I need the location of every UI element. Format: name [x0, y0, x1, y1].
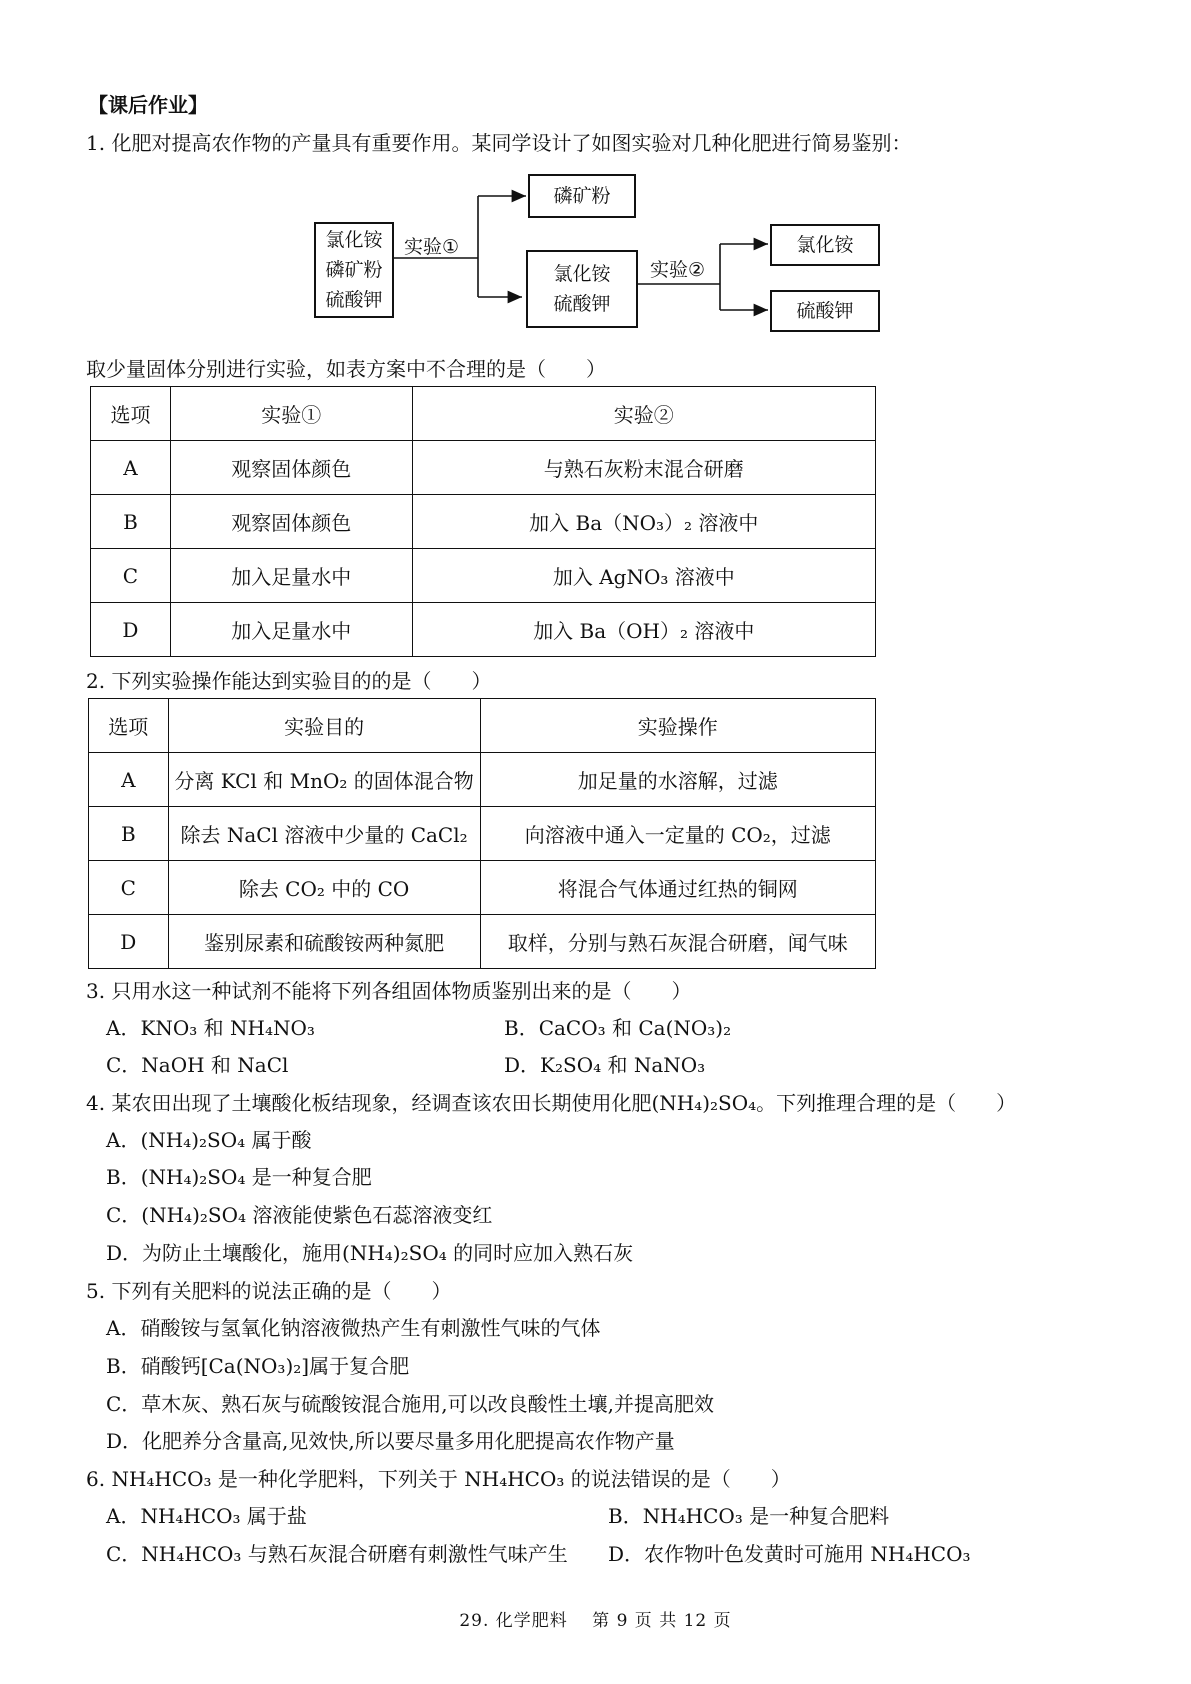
- start-box: [314, 222, 394, 318]
- table-row: [89, 915, 876, 969]
- q5-option-a: A．硝酸铵与氢氧化钠溶液微热产生有刺激性气味的气体: [106, 1316, 601, 1340]
- out2a-box: [770, 224, 880, 266]
- exp2-label: 实验②: [650, 259, 706, 281]
- q6-option-a: A．NH₄HCO₃ 属于盐: [106, 1504, 307, 1528]
- table-row: [89, 753, 876, 807]
- mid-item-1: 氯化铵: [553, 263, 611, 285]
- q1-table: [90, 386, 876, 657]
- table-cell: 加足量的水溶解，过滤: [480, 753, 875, 807]
- table-row: [91, 441, 876, 495]
- q5-stem: 5. 下列有关肥料的说法正确的是（ ）: [86, 1279, 452, 1303]
- q4-option-a: A．(NH₄)₂SO₄ 属于酸: [106, 1128, 312, 1152]
- q4-stem: 4. 某农田出现了土壤酸化板结现象，经调查该农田长期使用化肥(NH₄)₂SO₄。下列推理合理的是（ ）: [86, 1091, 1017, 1115]
- table-cell: 观察固体颜色: [170, 495, 412, 549]
- q6-option-b: B．NH₄HCO₃ 是一种复合肥料: [608, 1504, 890, 1528]
- table-cell: 加入足量水中: [170, 603, 412, 657]
- option-cell: C: [91, 549, 171, 603]
- q3-option-c: C．NaOH 和 NaCl: [106, 1053, 289, 1077]
- q2-stem: 2. 下列实验操作能达到实验目的的是（ ）: [86, 669, 492, 693]
- table-cell: 观察固体颜色: [170, 441, 412, 495]
- out1-box: [528, 174, 636, 218]
- header-cell: 选项: [89, 699, 169, 753]
- start-item-2: 磷矿粉: [325, 259, 383, 281]
- q3-option-d: D．K₂SO₄ 和 NaNO₃: [504, 1053, 706, 1077]
- q3-option-b: B．CaCO₃ 和 Ca(NO₃)₂: [504, 1016, 732, 1040]
- q2-table: [88, 698, 876, 969]
- table-cell: 加入 Ba（OH）₂ 溶液中: [412, 603, 875, 657]
- q5-option-c: C．草木灰、熟石灰与硫酸铵混合施用,可以改良酸性土壤,并提高肥效: [106, 1392, 715, 1416]
- option-cell: D: [91, 603, 171, 657]
- table-row: [89, 861, 876, 915]
- q6-option-c: C．NH₄HCO₃ 与熟石灰混合研磨有刺激性气味产生: [106, 1542, 568, 1566]
- table-cell: 除去 CO₂ 中的 CO: [168, 861, 480, 915]
- q1-prompt: 取少量固体分别进行实验，如表方案中不合理的是（ ）: [86, 357, 606, 381]
- table-cell: 加入足量水中: [170, 549, 412, 603]
- table-cell: 分离 KCl 和 MnO₂ 的固体混合物: [168, 753, 480, 807]
- option-cell: C: [89, 861, 169, 915]
- q6-option-d: D．农作物叶色发黄时可施用 NH₄HCO₃: [608, 1542, 971, 1566]
- option-cell: B: [91, 495, 171, 549]
- table-cell: 鉴别尿素和硫酸铵两种氮肥: [168, 915, 480, 969]
- option-cell: D: [89, 915, 169, 969]
- option-cell: A: [89, 753, 169, 807]
- out2b-label: 硫酸钾: [796, 300, 854, 322]
- table-cell: 加入 Ba（NO₃）₂ 溶液中: [412, 495, 875, 549]
- mid-box: [526, 250, 638, 328]
- q4-option-d: D．为防止土壤酸化，施用(NH₄)₂SO₄ 的同时应加入熟石灰: [106, 1241, 634, 1265]
- page-footer: 29. 化学肥料 第 9 页 共 12 页: [459, 1611, 732, 1631]
- table-cell: 向溶液中通入一定量的 CO₂，过滤: [480, 807, 875, 861]
- exp1-label: 实验①: [404, 236, 460, 258]
- q4-option-c: C．(NH₄)₂SO₄ 溶液能使紫色石蕊溶液变红: [106, 1203, 493, 1227]
- out1-label: 磷矿粉: [553, 185, 611, 207]
- table-cell: 取样，分别与熟石灰混合研磨，闻气味: [480, 915, 875, 969]
- table-header-row: [91, 387, 876, 441]
- table-cell: 除去 NaCl 溶液中少量的 CaCl₂: [168, 807, 480, 861]
- header-cell: 选项: [91, 387, 171, 441]
- table-row: [91, 549, 876, 603]
- header-cell: 实验操作: [480, 699, 875, 753]
- table-header-row: [89, 699, 876, 753]
- out2b-box: [770, 290, 880, 332]
- table-row: [91, 603, 876, 657]
- start-item-3: 硫酸钾: [325, 289, 383, 311]
- q6-stem: 6. NH₄HCO₃ 是一种化学肥料，下列关于 NH₄HCO₃ 的说法错误的是（ ）: [86, 1467, 791, 1491]
- mid-item-2: 硫酸钾: [553, 293, 611, 315]
- header-cell: 实验②: [412, 387, 875, 441]
- option-cell: A: [91, 441, 171, 495]
- q1-stem: 1. 化肥对提高农作物的产量具有重要作用。某同学设计了如图实验对几种化肥进行简易鉴别：: [86, 131, 912, 155]
- table-cell: 加入 AgNO₃ 溶液中: [412, 549, 875, 603]
- q4-option-b: B．(NH₄)₂SO₄ 是一种复合肥: [106, 1165, 372, 1189]
- table-cell: 将混合气体通过红热的铜网: [480, 861, 875, 915]
- start-item-1: 氯化铵: [325, 229, 383, 251]
- q3-option-a: A．KNO₃ 和 NH₄NO₃: [106, 1016, 315, 1040]
- out2a-label: 氯化铵: [796, 234, 854, 256]
- q5-option-b: B．硝酸钙[Ca(NO₃)₂]属于复合肥: [106, 1354, 410, 1378]
- table-cell: 与熟石灰粉末混合研磨: [412, 441, 875, 495]
- header-cell: 实验①: [170, 387, 412, 441]
- table-row: [89, 807, 876, 861]
- header-cell: 实验目的: [168, 699, 480, 753]
- table-row: [91, 495, 876, 549]
- section-title: 【课后作业】: [88, 93, 208, 117]
- q5-option-d: D．化肥养分含量高,见效快,所以要尽量多用化肥提高农作物产量: [106, 1429, 675, 1453]
- q3-stem: 3. 只用水这一种试剂不能将下列各组固体物质鉴别出来的是（ ）: [86, 979, 692, 1003]
- option-cell: B: [89, 807, 169, 861]
